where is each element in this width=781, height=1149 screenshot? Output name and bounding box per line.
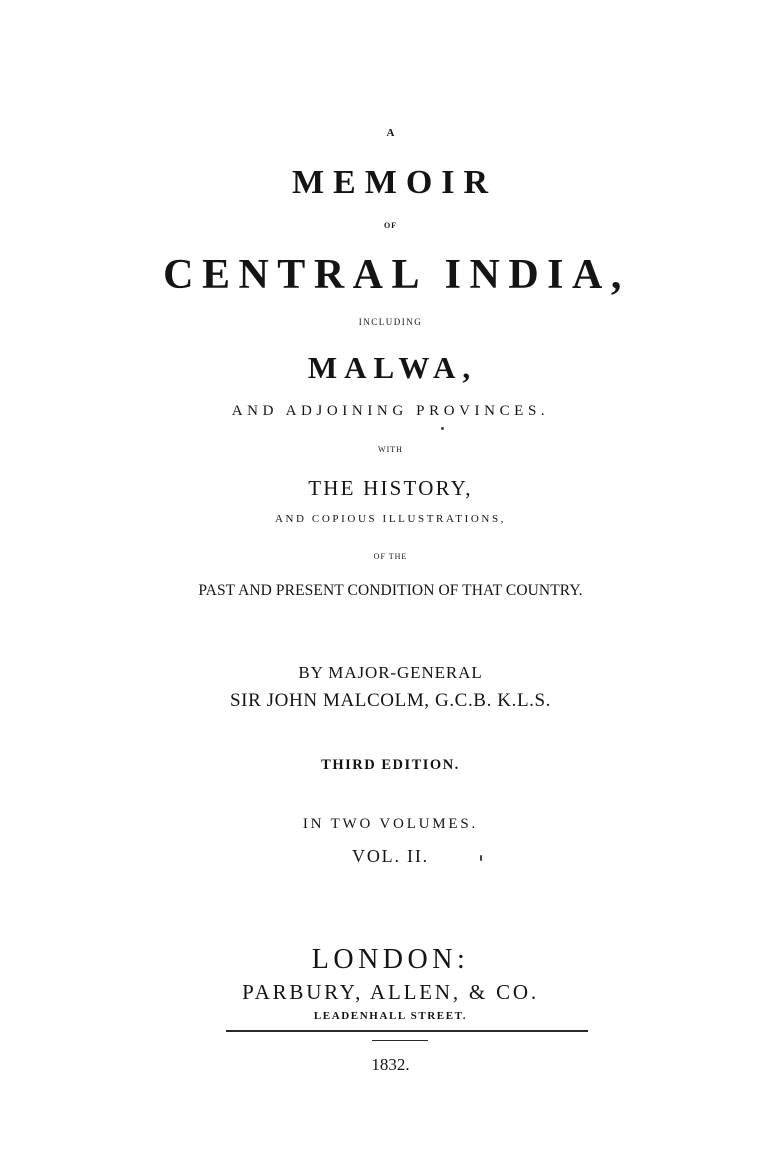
- imprint-publisher: PARBURY, ALLEN, & CO.: [242, 980, 539, 1004]
- imprint-city: LONDON:: [311, 944, 470, 975]
- adjoining-provinces: AND ADJOINING PROVINCES.: [231, 403, 550, 419]
- title-region: CENTRAL INDIA,: [163, 252, 630, 298]
- of-the-label: OF THE: [373, 552, 408, 561]
- including-label: INCLUDING: [358, 317, 423, 327]
- imprint-year: 1832.: [371, 1055, 410, 1074]
- condition-line: PAST AND PRESENT CONDITION OF THAT COUNTRY.: [198, 582, 583, 599]
- imprint-address: LEADENHALL STREET.: [313, 1010, 468, 1022]
- ink-speck: [480, 855, 482, 861]
- province-title: MALWA,: [307, 350, 478, 385]
- volume-number: VOL. II.: [352, 846, 429, 866]
- by-line: BY MAJOR-GENERAL: [298, 663, 483, 682]
- history-line: THE HISTORY,: [308, 476, 473, 500]
- title-article: A: [386, 127, 395, 139]
- ink-speck: [441, 427, 444, 430]
- title-main: MEMOIR: [291, 164, 498, 201]
- imprint-rule: [226, 1030, 588, 1032]
- imprint-short-rule: [372, 1040, 428, 1041]
- with-label: WITH: [378, 445, 403, 454]
- author-name: SIR JOHN MALCOLM, G.C.B. K.L.S.: [229, 690, 552, 711]
- illustrations-line: AND COPIOUS ILLUSTRATIONS,: [274, 513, 507, 525]
- edition-line: THIRD EDITION.: [321, 757, 460, 773]
- volumes-line: IN TWO VOLUMES.: [302, 816, 479, 832]
- title-of: OF: [383, 221, 398, 230]
